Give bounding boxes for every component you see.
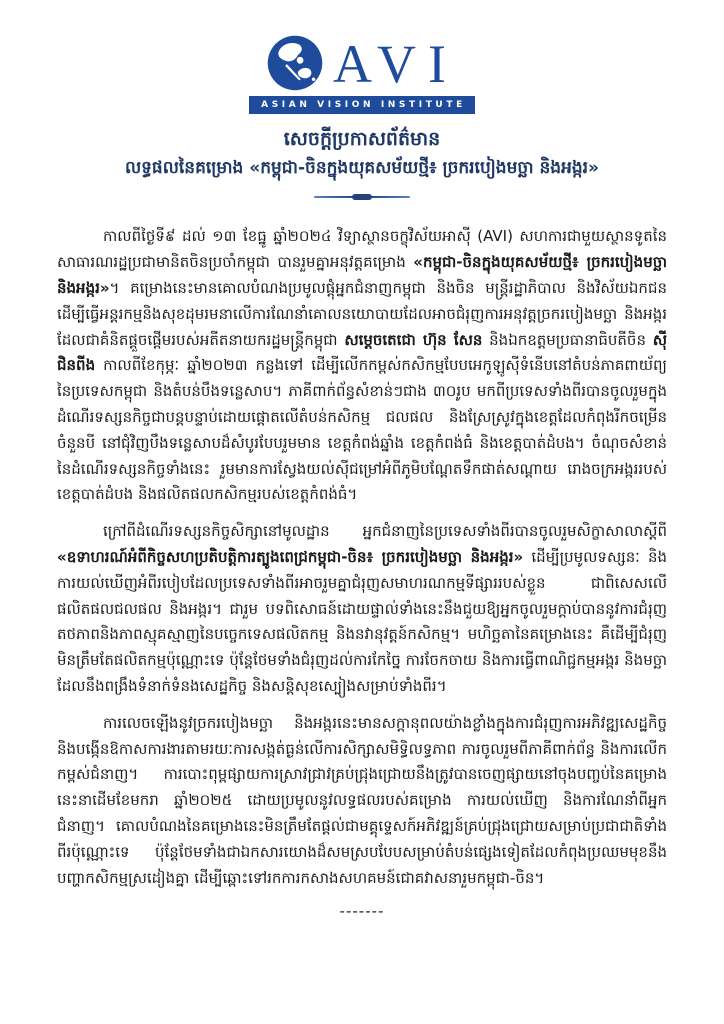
text-run: ការលេចឡើងនូវច្រករបៀងមច្ឆា និងអង្ករនេះមានសក្តានុពលយ៉ាងខ្លាំងក្នុងការជំរុញការអភិវឌ្ឍសេដ្ឋកិច្ច និងបង្កើនឱកាសការងារតាមរយៈការសង្កត់ធ្ងន់លើការសិក្សាសមិទ្ធិលទ្ធភាព ការចូលរួមពីភាគីពាក់ព័ន្ធ និងការលើកកម្ពស់ជំនាញ។ ការបោះពុម្ពផ្សាយការស្រាវជ្រាវគ្រប់ជ្រុងជ្រោយនឹងត្រូវបានចេញផ្សាយនៅចុងបញ្ចប់នៃគម្រោងនេះនាដើមខែមករា ឆ្នាំ២០២៥ ដោយប្រមូលនូវលទ្ធផលរបស់គម្រោង ការយល់ឃើញ និងការណែនាំពីអ្នកជំនាញ។ គោលបំណងនៃគម្រោងនេះមិនត្រឹមតែផ្តល់ជាមគ្គុទ្ទេសក៍អភិវឌ្ឍន៍គ្រប់ជ្រុងជ្រោយសម្រាប់ប្រជាជាតិទាំងពីរប៉ុណ្ណោះទេ ប៉ុន្តែថែមទាំងជាឯកសារយោងដ៏សមស្របបែបសម្រាប់តំបន់ផ្សេងទៀតដែលកំពុងប្រឈមមុខនឹងបញ្ហាកសិកម្មស្រដៀងគ្នា ដើម្បីឆ្ពោះទៅរកការកសាងសហគមន៍ជោគវាសនារួមកម្ពុជា-ចិន។: [57, 713, 667, 887]
bold-phrase: សម្តេចតេជោ ហ៊ុន សែន: [344, 330, 483, 349]
project-result-subtitle: លទ្ធផលនៃគម្រោង «កម្ពុជា-ចិនក្នុងយុគសម័យថ្មី៖ ច្រករបៀងមច្ឆា និងអង្ករ»: [124, 157, 600, 178]
text-run: និងឯកឧត្តមប្រធានាធិបតីចិន: [482, 330, 653, 349]
globe-asia-icon: [266, 34, 324, 92]
body-paragraph: [57, 711, 667, 892]
avi-logo: [0, 0, 724, 114]
avi-logo-row: [266, 34, 458, 92]
ornament-divider: [314, 196, 410, 198]
bold-phrase: ស៊ី ជិនពីង: [57, 330, 667, 375]
bold-phrase: «ឧទាហរណ៍អំពីកិច្ចសហប្រតិបត្តិការត្បូងពេជ្រកម្ពុជា-ចិន៖ ច្រករបៀងមច្ឆា និងអង្ករ»: [57, 548, 524, 566]
bold-phrase: «កម្ពុជា-ចិនក្នុងយុគសម័យថ្មី៖ ច្រករបៀងមច្ឆា និងអង្ករ»: [57, 253, 667, 298]
logo-banner: ASIAN VISION INSTITUTE: [249, 96, 475, 114]
text-run: កាលពីថ្ងៃទី៩ ដល់ ១៣ ខែធ្នូ ឆ្នាំ២០២៤ វិទ្យាស្ថានចក្ខុវិស័យអាស៊ី (AVI) សហការជាមួយស្ថានទូតនៃសាធារណរដ្ឋប្រជាមានិតចិនប្រចាំកម្ពុជា បានរួមគ្នាអនុវត្តគម្រោង: [57, 227, 667, 272]
text-run: ដើម្បីប្រមូលទស្សនៈ និងការយល់ឃើញអំពីរបៀបដែលប្រទេសទាំងពីរអាចរួមគ្នាជំរុញសមាហរណកម្មទីផ្សាររបស់ខ្លួន ជាពិសេសលើផលិតផលជលផល និងអង្ករ។ ជារួម បទពិសោធន៍ដោយផ្ទាល់ទាំងនេះនឹងជួយឱ្យអ្នកចូលរួមក្តាប់បាននូវការជំរុញតថភាពនិងភាពស្មុគស្មាញនៃបច្ចេកទេសផលិតកម្ម និងនវានុវត្តន៍កសិកម្ម។ មហិច្ឆតានៃគម្រោងនេះ គឺដើម្បីជំរុញមិនត្រឹមតែផលិតកម្មប៉ុណ្ណោះទេ ប៉ុន្តែថែមទាំងជំរុញដល់ការកែច្នៃ ការចែកចាយ និងការធ្វើពាណិជ្ជកម្មអង្ករ និងមច្ឆា ដែលនឹងពង្រឹងទំនាក់ទំនងសេដ្ឋកិច្ច និងសន្តិសុខស្បៀងសម្រាប់ទាំងពីរ។: [57, 548, 667, 695]
body-paragraph: [57, 224, 667, 508]
text-run: ។ គម្រោងនេះមានគោលបំណងប្រមូលផ្តុំអ្នកជំនាញកម្ពុជា និងចិន មន្ត្រីរដ្ឋាភិបាល និងវិស័យឯកជនដើម្បីធ្វើអន្តរកម្មនិងសុខដុមរមនាលើការណែនាំគោលនយោបាយដែលអាចជំរុញការអនុវត្តច្រករបៀងមច្ឆា និងអង្ករ ដែលជាគំនិតផ្តួចផ្តើមរបស់អតីតនាយករដ្ឋមន្ត្រីកម្ពុជា: [57, 279, 667, 349]
text-run: ក្រៅពីដំណើរទស្សនកិច្ចសិក្សានៅមូលដ្ឋាន អ្នកជំនាញនៃប្រទេសទាំងពីរបានចូលរួមសិក្ខាសាលាស្តីពី: [103, 522, 667, 541]
body-paragraph: [57, 519, 667, 700]
end-divider: -------: [339, 902, 385, 921]
avi-acronym: AVI: [332, 34, 458, 94]
document-body: [57, 224, 667, 891]
text-run: កាលពីខែកុម្ភៈ ឆ្នាំ២០២៣ កន្លងទៅ ដើម្បីលើកកម្ពស់កសិកម្មបែបអេកូឡូស៊ីទំនើបនៅតំបន់ភាគពាយ័ព្យនៃប្រទេសកម្ពុជា និងតំបន់បឹងទន្លេសាប។ ភាគីពាក់ព័ន្ធសំខាន់ៗជាង ៣០រូប មកពីប្រទេសទាំងពីរបានចូលរួមក្នុងដំណើរទស្សនកិច្ចជាបន្តបន្ទាប់ដោយផ្តោតលើតំបន់កសិកម្ម ជលផល និងស្រែស្រូវក្នុងខេត្តដែលកំពុងរីកចម្រើនចំនួនបី នៅជុំវិញបឹងទន្លេសាបដ៏សំបូរបែបរួមមាន ខេត្តកំពង់ឆ្នាំង ខេត្តកំពង់ធំ និងខេត្តបាត់ដំបង។ ចំណុចសំខាន់នៃដំណើរទស្សនកិច្ចទាំងនេះ រួមមានការស្វែងយល់ស៊ីជម្រៅអំពីភូមិបណ្តែតទឹកផាត់សណ្តាយ រោងចក្រអង្កររបស់ខេត្តបាត់ដំបង និងផលិតផលកសិកម្មរបស់ខេត្តកំពង់ធំ។: [57, 356, 667, 504]
press-release-title: សេចក្តីប្រកាសព័ត៌មាន: [283, 128, 441, 150]
